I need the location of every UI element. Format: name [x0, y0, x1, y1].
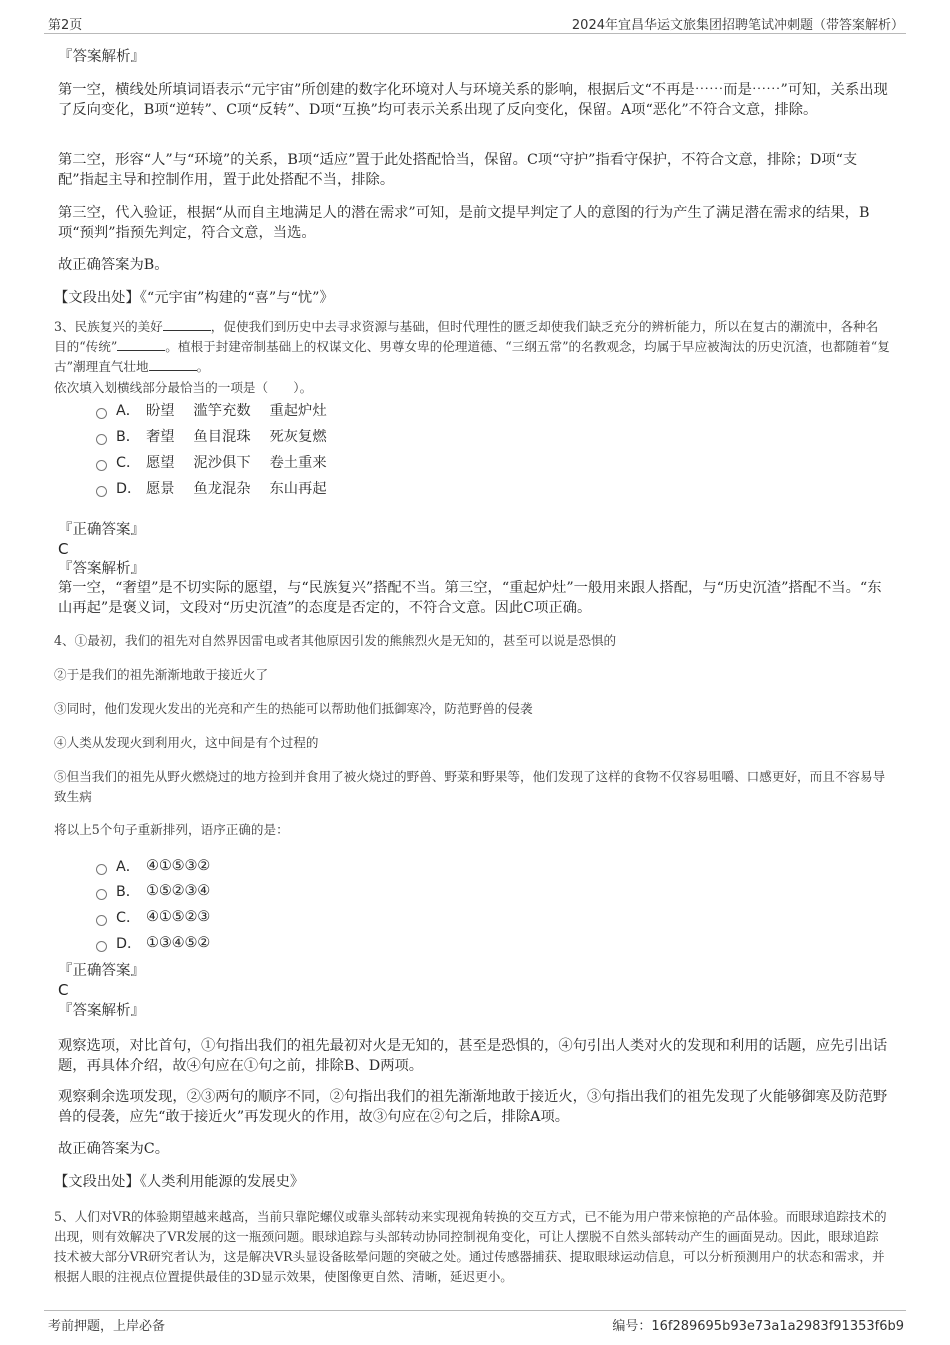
radio-icon[interactable] [96, 486, 107, 497]
q4-option-a[interactable]: A． ④①⑤③② [96, 856, 210, 876]
q3-prompt: 依次填入划横线部分最恰当的一项是（ ）。 [54, 380, 313, 395]
q4-conclusion: 故正确答案为C。 [58, 1141, 170, 1157]
q4-answer: C [58, 981, 69, 999]
q3-analysis-tag: 『答案解析』 [58, 561, 145, 577]
q4-analysis-p2: 观察剩余选项发现，②③两句的顺序不同，②句指出我们的祖先渐渐地敢于接近火，③句指出我们的祖先发现了火能够御寒及防范野兽的侵袭，应先“敢于接近火”再发现火的作用，故③句应在②句之后，排除A项。 [58, 1089, 888, 1125]
radio-icon[interactable] [96, 915, 107, 926]
q4-sentence-5: ⑤但当我们的祖先从野火燃烧过的地方捡到并食用了被火烧过的野兽、野菜和野果等，他们发现了这样的食物不仅容易咀嚼、口感更好，而且不容易导致生病 [54, 769, 886, 804]
q4-sentence-4: ④人类从发现火到利用火，这中间是有个过程的 [54, 735, 319, 750]
q2-analysis-p3: 第三空，代入验证，根据“从而自主地满足人的潜在需求”可知，是前文提早判定了人的意图的行为产生了满足潜在需求的结果，B项“预判”指预先判定，符合文意，当选。 [58, 205, 870, 241]
radio-icon[interactable] [96, 889, 107, 900]
blank-3 [149, 358, 197, 371]
q3-answer-tag: 『正确答案』 [58, 522, 145, 538]
q4-analysis-p1: 观察选项，对比首句，①句指出我们的祖先最初对火是无知的，甚至是恐惧的，④句引出人类对火的发现和利用的话题，应先引出话题，再具体介绍，故④句应在①句之前，排除B、D两项。 [58, 1038, 888, 1074]
q4-analysis-tag: 『答案解析』 [58, 1003, 145, 1019]
q4-source: 【文段出处】《人类利用能源的发展史》 [54, 1174, 305, 1190]
q2-conclusion: 故正确答案为B。 [58, 257, 169, 273]
q2-analysis-tag: 『答案解析』 [58, 49, 145, 65]
q3-option-d[interactable]: D． 愿景 鱼龙混杂 东山再起 [96, 478, 327, 498]
header-divider [44, 33, 906, 34]
q4-option-d[interactable]: D． ①③④⑤② [96, 933, 210, 953]
page-number: 第2页 [48, 18, 83, 33]
q5-stem: 5、人们对VR的体验期望越来越高，当前只靠陀螺仪或靠头部转动来实现视角转换的交互方式，已不能为用户带来惊艳的产品体验。而眼球追踪技术的出现，则有效解决了VR发展的这一瓶颈问题。眼球追踪与头部转动协同控制视角变化，可让人摆脱不自然头部转动产生的画面晃动。因此，眼球追踪技术被大部分VR研究者认为，这是解决VR头显设备眩晕问题的突破之处。通过传感器捕获、提取眼球运动信息，可以分析预测用户的状态和需求，并根据人眼的注视点位置提供最佳的3D显示效果，使图像更自然、清晰，延迟更小。 [54, 1209, 887, 1284]
radio-icon[interactable] [96, 864, 107, 875]
q4-answer-tag: 『正确答案』 [58, 963, 145, 979]
radio-icon[interactable] [96, 460, 107, 471]
q2-source: 【文段出处】《“元宇宙”构建的“喜”与“忧”》 [54, 290, 334, 306]
footer-divider [44, 1310, 906, 1311]
q4-sentence-1: 4、①最初，我们的祖先对自然界因雷电或者其他原因引发的熊熊烈火是无知的，甚至可以说是恐惧的 [54, 633, 617, 648]
q4-option-c[interactable]: C． ④①⑤②③ [96, 907, 210, 927]
q3-stem: 3、民族复兴的美好 ，促使我们到历史中去寻求资源与基础，但时代理性的匮乏却使我们缺乏充分的辨析能力，所以在复古的潮流中，各种名目的“传统” 。植根于封建帝制基础上的权谋文化、男尊女卑的伦理道德、“三纲五常”的名教观念，均属于早应被淘汰的历史沉渣，也都随着“复古”潮理直气壮地 。 [54, 319, 890, 374]
q3-analysis: 第一空，“奢望”是不切实际的愿望，与“民族复兴”搭配不当。第三空，“重起炉灶”一般用来跟人搭配，与“历史沉渣”搭配不当。“东山再起”是褒义词，文段对“历史沉渣”的态度是否定的，不符合文意。因此C项正确。 [58, 580, 882, 616]
q4-prompt: 将以上5个句子重新排列，语序正确的是： [54, 822, 289, 837]
q3-option-b[interactable]: B． 奢望 鱼目混珠 死灰复燃 [96, 426, 327, 446]
q4-sentence-2: ②于是我们的祖先渐渐地敢于接近火了 [54, 667, 269, 682]
q2-analysis-p1: 第一空，横线处所填词语表示“元宇宙”所创建的数字化环境对人与环境关系的影响，根据后文“不再是⋯⋯而是⋯⋯”可知，关系出现了反向变化，B项“逆转”、C项“反转”、D项“互换”均可表示关系出现了反向变化，保留。A项“恶化”不符合文意，排除。 [58, 82, 888, 118]
radio-icon[interactable] [96, 408, 107, 419]
q3-option-c[interactable]: C． 愿望 泥沙俱下 卷土重来 [96, 452, 327, 472]
blank-2 [117, 338, 165, 351]
blank-1 [163, 318, 211, 331]
q4-sentence-3: ③同时，他们发现火发出的光亮和产生的热能可以帮助他们抵御寒冷，防范野兽的侵袭 [54, 701, 533, 716]
document-title: 2024年宜昌华运文旅集团招聘笔试冲刺题（带答案解析） [571, 18, 904, 33]
q3-answer: C [58, 540, 69, 558]
q4-option-b[interactable]: B． ①⑤②③④ [96, 881, 210, 901]
q2-analysis-p2: 第二空，形容“人”与“环境”的关系，B项“适应”置于此处搭配恰当，保留。C项“守护”指看守保护，不符合文意，排除；D项“支配”指起主导和控制作用，置于此处搭配不当，排除。 [58, 152, 858, 188]
q3-option-a[interactable]: A． 盼望 滥竽充数 重起炉灶 [96, 400, 327, 420]
footer-slogan: 考前押题，上岸必备 [48, 1319, 166, 1334]
radio-icon[interactable] [96, 434, 107, 445]
document-id: 编号：16f289695b93e73a1a2983f91353f6b9 [612, 1319, 904, 1334]
radio-icon[interactable] [96, 941, 107, 952]
